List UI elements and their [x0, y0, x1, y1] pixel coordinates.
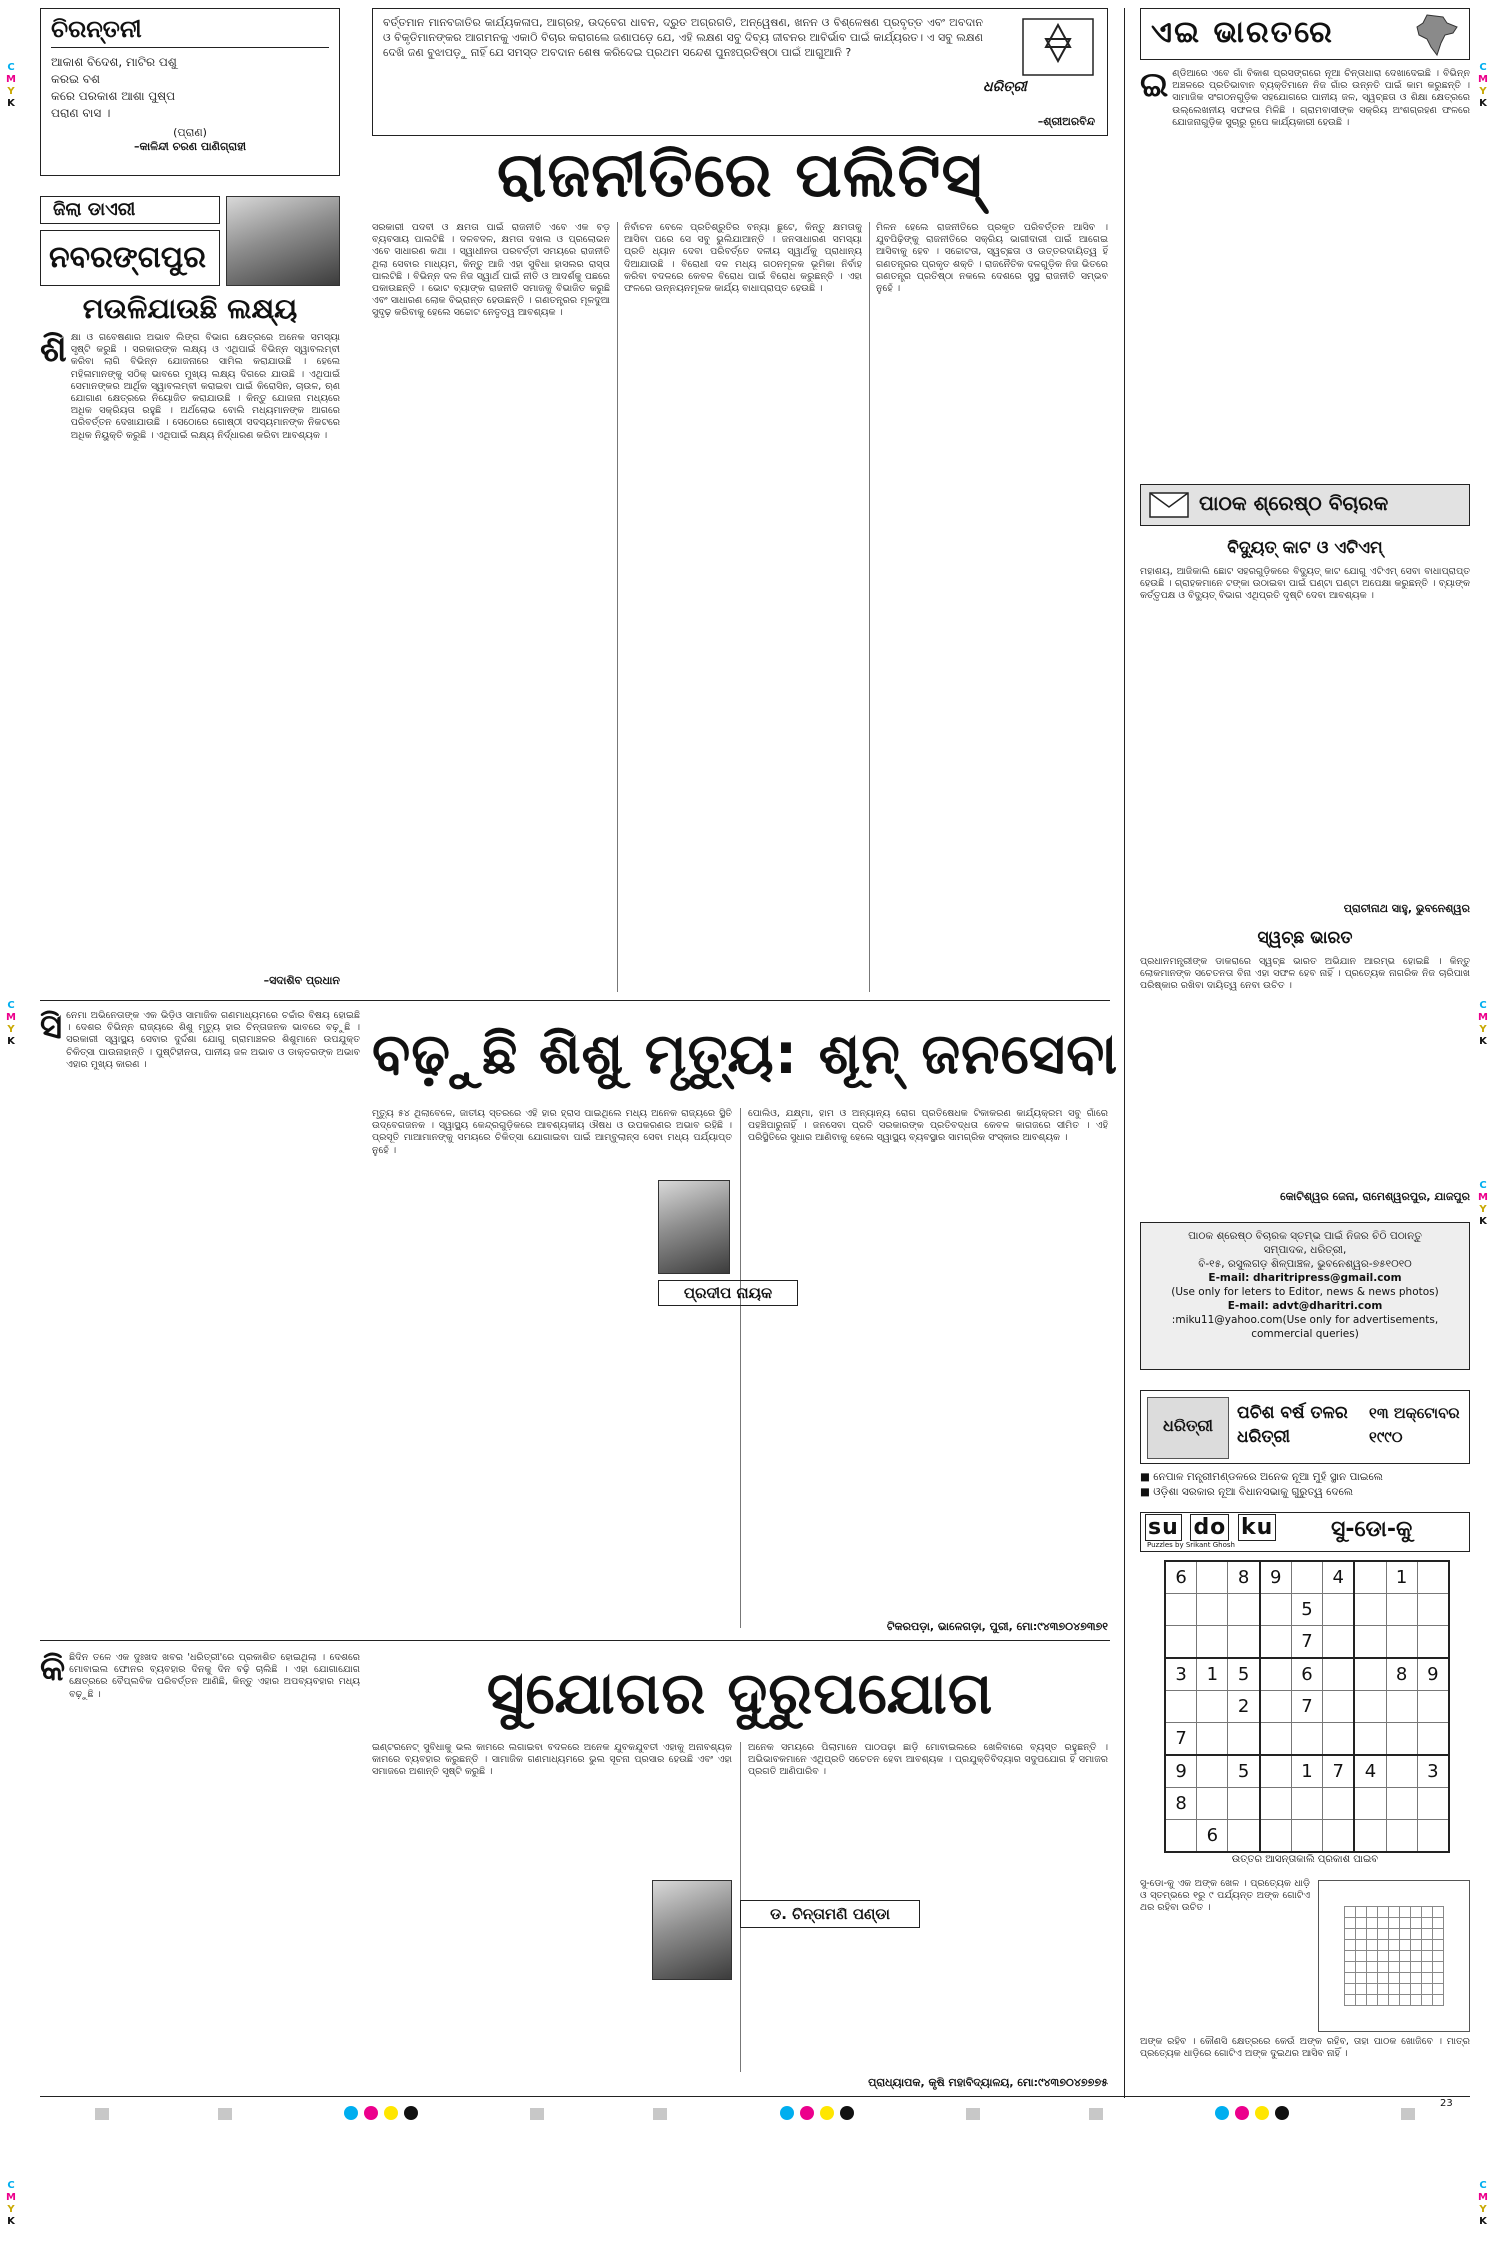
author-photo-pradeep [658, 1180, 730, 1274]
sudoku-cell[interactable] [1354, 1723, 1386, 1756]
mini-grid-cell [1400, 1918, 1411, 1929]
bharat-masthead [1140, 8, 1470, 60]
mini-grid-cell [1400, 1940, 1411, 1951]
gray-swatch [1089, 2108, 1103, 2120]
sudoku-cell[interactable]: 7 [1291, 1626, 1322, 1659]
sudoku-cell[interactable] [1386, 1788, 1417, 1820]
quote-logo: ଧରିତ୍ରୀ [983, 79, 1027, 95]
mini-grid-cell [1356, 1929, 1367, 1940]
sudoku-cell[interactable]: 2 [1228, 1691, 1260, 1723]
mini-grid-cell [1356, 1962, 1367, 1973]
registration-mark-right-top: C M Y K [1478, 62, 1488, 109]
sudoku-footer: ଅଙ୍କ ରହିବ । କୌଣସି କ୍ଷେତ୍ରରେ କେଉଁ ଅଙ୍କ ରହିବ, ତାହା ପାଠକ ଖୋଜିବେ । ମାତ୍ର ପ୍ରତ୍ୟେକ ଧାଡ଼ିରେ ଗୋଟିଏ ଅଙ୍କ ଦୁଇଥର ଆସିବ ନାହିଁ । [1140, 2036, 1470, 2060]
sudoku-cell[interactable]: 7 [1165, 1723, 1197, 1756]
sudoku-cell[interactable] [1165, 1626, 1197, 1659]
mini-grid-cell [1433, 1918, 1444, 1929]
sudoku-grid[interactable] [1164, 1560, 1450, 1846]
section-rule [40, 1000, 1110, 1001]
mini-grid-cell [1411, 1984, 1422, 1995]
sudoku-cell[interactable]: 7 [1323, 1755, 1355, 1788]
sudoku-cell[interactable] [1165, 1820, 1197, 1853]
bharat-body-text: ଣ୍ଡିଆରେ ଏବେ ଗାଁ ବିକାଶ ପ୍ରସଙ୍ଗରେ ନୂଆ ଚିନ୍ତାଧାରା ଦେଖାଦେଇଛି । ବିଭିନ୍ନ ଅଞ୍ଚଳରେ ପ୍ରତିଭାବାନ ବ୍ୟକ୍ତିମାନେ ନିଜ ଗାଁର ଉନ୍ନତି ପାଇଁ କାମ କରୁଛନ୍ତି । ସାମାଜିକ ସଂଗଠନଗୁଡ଼ିକ ସହଯୋଗରେ ପାନୀୟ ଜଳ, ସ୍ୱଚ୍ଛତା ଓ ଶିକ୍ଷା କ୍ଷେତ୍ରରେ ଉଲ୍ଲେଖନୀୟ ସଫଳତା ମିଳିଛି । ଗ୍ରାମବାସୀଙ୍କ ସକ୍ରିୟ ଅଂଶଗ୍ରହଣ ଫଳରେ ଯୋଜନାଗୁଡ଼ିକ ସୁଚାରୁ ରୂପେ କାର୍ଯ୍ୟକାରୀ ହେଉଛି । [1172, 68, 1470, 128]
mini-grid-cell [1400, 1907, 1411, 1918]
sudoku-cell[interactable] [1197, 1561, 1228, 1594]
child-death-col-1-wrap [40, 1010, 360, 1630]
letter2-body: ପ୍ରଧାନମନ୍ତ୍ରୀଙ୍କ ଡାକରାରେ ସ୍ୱଚ୍ଛ ଭାରତ ଅଭିଯାନ ଆରମ୍ଭ ହୋଇଛି । କିନ୍ତୁ ଲୋକମାନଙ୍କ ସଚେତନତା ବିନା ଏହା ସଫଳ ହେବ ନାହିଁ । ପ୍ରତ୍ୟେକ ନାଗରିକ ନିଜ ଚାରିପାଖ ପରିଷ୍କାର ରଖିବା ଦାୟିତ୍ୱ ନେବା ଉଚିତ । [1140, 956, 1470, 992]
sudoku-cell[interactable] [1354, 1820, 1386, 1853]
mini-grid-cell [1422, 1984, 1433, 1995]
contact-advt-email[interactable]: E-mail: advt@dharitri.com [1227, 1300, 1383, 1312]
district-name: ନବରଙ୍ଗପୁର [40, 230, 220, 286]
sudoku-cell[interactable]: 1 [1291, 1755, 1322, 1788]
sudoku-cell[interactable] [1260, 1820, 1292, 1853]
district-temple-photo [226, 196, 340, 286]
sudoku-cell[interactable] [1165, 1691, 1197, 1723]
throwback-item: ■ ଓଡ଼ିଶା ସରକାର ନୂଆ ବିଧାନସଭାକୁ ଗୁରୁତ୍ୱ ଦେଲେ [1140, 1486, 1353, 1498]
mini-grid-cell [1389, 1951, 1400, 1962]
poem-box [40, 8, 340, 176]
mini-grid-cell [1378, 1940, 1389, 1951]
mini-grid-cell [1345, 1929, 1356, 1940]
sudoku-cell[interactable] [1386, 1626, 1417, 1659]
mini-grid-cell [1356, 1951, 1367, 1962]
author-name-pradeep: ପ୍ରଦୀପ ନାୟକ [658, 1280, 798, 1306]
sudoku-cell[interactable] [1417, 1561, 1449, 1594]
sudoku-cell[interactable] [1260, 1755, 1292, 1788]
cmyk-dots [341, 2105, 421, 2124]
right-column-rule [1124, 8, 1125, 2098]
mini-grid-cell [1378, 1918, 1389, 1929]
district-story-body [40, 332, 340, 972]
sudoku-cell[interactable] [1291, 1723, 1322, 1756]
district-dropcap: ଶି [40, 332, 67, 370]
mini-grid-cell [1356, 1907, 1367, 1918]
mini-grid-cell [1400, 1962, 1411, 1973]
sudoku-cell[interactable]: 1 [1197, 1658, 1228, 1691]
mini-grid-cell [1400, 1951, 1411, 1962]
headline-misuse: ସୁଯୋଗର ଦୁରୁପଯୋଗ [486, 1659, 994, 1727]
sudoku-cell[interactable] [1260, 1594, 1292, 1626]
quote-box [372, 8, 1108, 136]
mini-grid-cell [1389, 1973, 1400, 1984]
author-name-chintamani: ଡ. ଚିନ୍ତାମଣି ପଣ୍ଡା [740, 1900, 920, 1928]
sudoku-cell[interactable]: 9 [1260, 1561, 1292, 1594]
column-divider [617, 222, 618, 992]
mini-grid-cell [1389, 1995, 1400, 2006]
poem-author: –କାଳିନ୍ଦୀ ଚରଣ ପାଣିଗ୍ରାହୀ [134, 140, 246, 153]
politics-col-3: ମିଳନ ହେଲେ ରାଜନୀତିରେ ପ୍ରକୃତ ପରିବର୍ତ୍ତନ ଆସିବ । ଯୁବପିଢ଼ିଙ୍କୁ ରାଜନୀତିରେ ସକ୍ରିୟ ଭାଗୀଦାରୀ ପାଇଁ ଆଗେଇ ଆସିବାକୁ ହେବ । ସଚ୍ଚୋଟତା, ସ୍ୱଚ୍ଛତା ଓ ଉତ୍ତରଦାୟିତ୍ୱ ହିଁ ଗଣତନ୍ତ୍ରର ପ୍ରକୃତ ଶକ୍ତି । ରାଜନୈତିକ ଦଳଗୁଡ଼ିକ ନିଜ ଭିତରେ ଗଣତନ୍ତ୍ର ପ୍ରତିଷ୍ଠା ନକଲେ ଦେଶରେ ସୁସ୍ଥ ରାଜନୀତି ସମ୍ଭବ ନୁହେଁ । [876, 222, 1108, 295]
sudoku-cell[interactable]: 1 [1386, 1561, 1417, 1594]
sudoku-cell[interactable] [1354, 1691, 1386, 1723]
sudoku-cell[interactable] [1323, 1594, 1355, 1626]
poem-note: (ପ୍ରାଣ) [173, 126, 207, 139]
sudoku-cell[interactable] [1417, 1691, 1449, 1723]
sudoku-cell[interactable]: 6 [1197, 1820, 1228, 1853]
mini-grid-cell [1411, 1907, 1422, 1918]
registration-mark-left-bottom: C M Y K [6, 2180, 16, 2227]
sudoku-header [1140, 1512, 1470, 1552]
poem-line: ପରାଣ ବାସ । [51, 106, 111, 120]
sudoku-cell[interactable] [1417, 1594, 1449, 1626]
sudoku-cell[interactable] [1386, 1691, 1417, 1723]
headline-politics: ରାଜନୀତିରେ ପଲିଟିସ୍ [497, 138, 983, 211]
mini-grid-cell [1433, 1995, 1444, 2006]
contact-email[interactable]: E-mail: dharitripress@gmail.com [1208, 1272, 1402, 1284]
sudoku-cell[interactable]: 9 [1417, 1658, 1449, 1691]
sudoku-cell[interactable] [1386, 1820, 1417, 1853]
sudoku-cell[interactable]: 6 [1291, 1658, 1322, 1691]
sudoku-cell[interactable]: 4 [1354, 1755, 1386, 1788]
contact-box [1140, 1222, 1470, 1370]
contact-email-note: (Use only for leters to Editor, news & news photos) [1171, 1286, 1439, 1298]
sudoku-cell[interactable] [1197, 1691, 1228, 1723]
poem-line: କରେ ପରକାଶ ଆଶା ପୁଷ୍ପ [51, 89, 176, 103]
mini-grid-cell [1422, 1951, 1433, 1962]
throwback-title: ପଚିଶ ବର୍ଷ ତଳର ଧରିତ୍ରୀ [1237, 1403, 1348, 1447]
mini-grid-cell [1356, 1940, 1367, 1951]
sudoku-cell[interactable] [1323, 1820, 1355, 1853]
contact-line: ପାଠକ ଶ୍ରେଷ୍ଠ ବିଚାରକ ସ୍ତମ୍ଭ ପାଇଁ ନିଜର ଚିଠି ପଠାନ୍ତୁ [1188, 1230, 1422, 1242]
headline-child-death: ବଢ଼ୁଛି ଶିଶୁ ମୃତ୍ୟୁ: ଶୂନ୍ ଜନସେବା [372, 1022, 1119, 1087]
mini-grid-cell [1345, 1918, 1356, 1929]
letter2-author: କୋଟିଶ୍ୱର ଜେନା, ରାମେଶ୍ୱରପୁର, ଯାଜପୁର [1280, 1190, 1470, 1203]
child-death-col-1: ନେମା ଅଭିନେତାଙ୍କ ଏକ ଭିଡ଼ିଓ ସାମାଜିକ ଗଣମାଧ୍ୟମରେ ଚର୍ଚ୍ଚାର ବିଷୟ ହୋଇଛି । ଦେଶର ବିଭିନ୍ନ ରାଜ୍ୟରେ ଶିଶୁ ମୃତ୍ୟୁ ହାର ଚିନ୍ତାଜନକ ଭାବରେ ବଢ଼ୁଛି । ସରକାରୀ ସ୍ୱାସ୍ଥ୍ୟ ସେବାର ଦୁର୍ଦ୍ଦଶା ଯୋଗୁ ଗ୍ରାମାଞ୍ଚଳର ଶିଶୁମାନେ ଉପଯୁକ୍ତ ଚିକିତ୍ସା ପାଉନାହାନ୍ତି । ପୁଷ୍ଟିହୀନତା, ପାନୀୟ ଜଳ ଅଭାବ ଓ ଡାକ୍ତରଙ୍କ ଅଭାବ ଏହାର ମୁଖ୍ୟ କାରଣ । [66, 1010, 360, 1070]
mini-grid-cell [1422, 1995, 1433, 2006]
mini-grid-cell [1411, 1929, 1422, 1940]
sudoku-cell[interactable]: 6 [1165, 1561, 1197, 1594]
mini-grid-cell [1367, 1929, 1378, 1940]
mini-grid-cell [1433, 1984, 1444, 1995]
mini-grid-cell [1367, 1940, 1378, 1951]
gray-swatch [218, 2108, 232, 2120]
letter1-title: ବିଦ୍ୟୁତ୍ କାଟ ଓ ଏଟିଏମ୍ [1227, 538, 1383, 558]
mini-grid-cell [1433, 1962, 1444, 1973]
author-photo-chintamani [652, 1880, 732, 1980]
throwback-item: ■ ନେପାଳ ମନ୍ତ୍ରୀମଣ୍ଡଳରେ ଅନେକ ନୂଆ ମୁହଁ ସ୍ଥାନ ପାଇଲେ [1140, 1471, 1383, 1483]
mini-grid-cell [1422, 1907, 1433, 1918]
sudoku-cell[interactable] [1386, 1755, 1417, 1788]
cmyk-dots [1212, 2105, 1292, 2124]
mini-grid-cell [1400, 1984, 1411, 1995]
color-bar [40, 2104, 1470, 2124]
sudoku-subtitle: Puzzles by Srikant Ghosh [1147, 1541, 1235, 1549]
mini-grid-cell [1345, 1995, 1356, 2006]
misuse-col-3: ଅନେକ ସମୟରେ ପିଲାମାନେ ପାଠପଢ଼ା ଛାଡ଼ି ମୋବାଇଲରେ ଖେଳିବାରେ ବ୍ୟସ୍ତ ରହୁଛନ୍ତି । ଅଭିଭାବକମାନେ ଏଥିପ୍ରତି ସଚେତନ ହେବା ଆବଶ୍ୟକ । ପ୍ରଯୁକ୍ତିବିଦ୍ୟାର ସଦୁପଯୋଗ ହିଁ ସମାଜର ପ୍ରଗତି ଆଣିପାରିବ । [748, 1742, 1108, 1778]
sudoku-cell[interactable] [1386, 1723, 1417, 1756]
sudoku-cell[interactable] [1291, 1788, 1322, 1820]
letters-header-title: ପାଠକ ଶ୍ରେଷ୍ଠ ବିଚାରକ [1199, 491, 1389, 515]
mini-grid-cell [1411, 1940, 1422, 1951]
district-story-title: ମଉଳିଯାଉଛି ଲକ୍ଷ୍ୟ [82, 292, 298, 325]
poem-title: ଚିରନ୍ତନୀ [51, 15, 329, 48]
registration-mark-left-top: C M Y K [6, 62, 16, 109]
envelope-icon [1149, 492, 1189, 518]
contact-line: ବି-୧୫, ରସୁଲଗଡ଼ ଶିଳ୍ପାଞ୍ଚଳ, ଭୁବନେଶ୍ୱର-୭୫୧୦୧୦ [1198, 1258, 1412, 1270]
sudoku-cell[interactable] [1323, 1626, 1355, 1659]
mini-grid-cell [1400, 1995, 1411, 2006]
mini-grid-cell [1367, 1962, 1378, 1973]
mini-grid-cell [1422, 1918, 1433, 1929]
throwback-items [1140, 1470, 1470, 1500]
child-death-col-3: ପୋଲିଓ, ଯକ୍ଷ୍ମା, ହାମ ଓ ଅନ୍ୟାନ୍ୟ ରୋଗ ପ୍ରତିଷେଧକ ଟିକାକରଣ କାର୍ଯ୍ୟକ୍ରମ ସବୁ ଗାଁରେ ପହଞ୍ଚିପାରୁନାହିଁ । ଜନସେବା ପ୍ରତି ସରକାରଙ୍କ ପ୍ରତିବଦ୍ଧତା କେବଳ କାଗଜରେ ସୀମିତ । ଏହି ପରିସ୍ଥିତିରେ ସୁଧାର ଆଣିବାକୁ ହେଲେ ସ୍ୱାସ୍ଥ୍ୟ ବ୍ୟବସ୍ଥାର ସାମଗ୍ରିକ ସଂସ୍କାର ଆବଶ୍ୟକ । [748, 1108, 1108, 1144]
sudoku-cell[interactable] [1323, 1723, 1355, 1756]
sudoku-cell[interactable] [1197, 1755, 1228, 1788]
mini-grid-cell [1378, 1929, 1389, 1940]
mini-grid-cell [1345, 1984, 1356, 1995]
mini-grid-cell [1367, 1973, 1378, 1984]
mini-grid-cell [1433, 1951, 1444, 1962]
sudoku-cell[interactable] [1354, 1594, 1386, 1626]
bharat-story [1140, 68, 1470, 458]
child-death-dropcap: ସି [40, 1010, 63, 1047]
registration-mark-right-lower: C M Y K [1478, 1180, 1488, 1227]
mini-grid-cell [1422, 1973, 1433, 1984]
mini-grid-cell [1378, 1962, 1389, 1973]
sudoku-cell[interactable] [1323, 1788, 1355, 1820]
sudoku-cell[interactable] [1260, 1788, 1292, 1820]
bharat-title: ଏଇ ଭାରତରେ [1151, 15, 1334, 50]
sudoku-cell[interactable]: 5 [1228, 1755, 1260, 1788]
sudoku-cell[interactable] [1354, 1561, 1386, 1594]
mini-grid-cell [1356, 1984, 1367, 1995]
mini-grid-cell [1378, 1973, 1389, 1984]
mini-grid-cell [1345, 1940, 1356, 1951]
gray-swatch [95, 2108, 109, 2120]
mini-grid-cell [1422, 1929, 1433, 1940]
sudoku-cell[interactable] [1260, 1723, 1292, 1756]
mini-grid-cell [1389, 1929, 1400, 1940]
sudoku-example-grid [1318, 1880, 1470, 2032]
sudoku-cell[interactable] [1323, 1691, 1355, 1723]
mini-grid-cell [1378, 1995, 1389, 2006]
mini-grid-cell [1356, 1973, 1367, 1984]
sudoku-cell[interactable]: 3 [1417, 1755, 1449, 1788]
registration-mark-right-mid: C M Y K [1478, 1000, 1488, 1047]
mini-grid-cell [1433, 1973, 1444, 1984]
gray-swatch [530, 2108, 544, 2120]
sudoku-cell[interactable] [1165, 1594, 1197, 1626]
misuse-dropcap: କି [40, 1652, 66, 1689]
sudoku-title-or: ସୁ-ଡୋ-କୁ [1331, 1517, 1413, 1542]
mini-grid-cell [1389, 1918, 1400, 1929]
sudoku-cell[interactable] [1197, 1594, 1228, 1626]
mini-grid-cell [1411, 1951, 1422, 1962]
politics-col-1: ସରକାରୀ ପଦବୀ ଓ କ୍ଷମତା ପାଇଁ ରାଜନୀତି ଏବେ ଏକ ବଡ଼ ବ୍ୟବସାୟ ପାଲଟିଛି । ଦଳବଦଳ, କ୍ଷମତା ଦଖଲ ଓ ପ୍ରଲୋଭନ ଏବେ ସାଧାରଣ କଥା । ସ୍ୱାଧୀନତା ପରବର୍ତ୍ତୀ ସମୟରେ ରାଜନୀତି ଥିଲା ସେବାର ମାଧ୍ୟମ, କିନ୍ତୁ ଆଜି ଏହା ସୁବିଧା ହାସଲର ରାସ୍ତା ପାଲଟିଛି । ବିଭିନ୍ନ ଦଳ ନିଜ ସ୍ୱାର୍ଥ ପାଇଁ ନୀତି ଓ ଆଦର୍ଶକୁ ପଛରେ ପକାଉଛନ୍ତି । ଭୋଟ ବ୍ୟାଙ୍କ ରାଜନୀତି ସମାଜକୁ ବିଭାଜିତ କରୁଛି ଏବଂ ସାଧାରଣ ଲୋକ ବିଭ୍ରାନ୍ତ ହେଉଛନ୍ତି । ଗଣତନ୍ତ୍ରର ମୂଳଦୁଆ ସୁଦୃଢ଼ କରିବାକୁ ହେଲେ ସଚ୍ଚୋଟ ନେତୃତ୍ୱ ଆବଶ୍ୟକ । [372, 222, 610, 319]
sudoku-note: ଉତ୍ତର ଆସନ୍ତାକାଲି ପ୍ରକାଶ ପାଇବ [1231, 1854, 1379, 1865]
registration-mark-left-mid: C M Y K [6, 1000, 16, 1047]
quote-author: –ଶ୍ରୀଅରବିନ୍ଦ [1037, 115, 1095, 128]
footer-rule [40, 2096, 1470, 2097]
sudoku-cell[interactable] [1291, 1561, 1322, 1594]
misuse-col-2: ଇଣ୍ଟରନେଟ୍ ସୁବିଧାକୁ ଭଲ କାମରେ ଲଗାଇବା ବଦଳରେ ଅନେକ ଯୁବକଯୁବତୀ ଏହାକୁ ଅନାବଶ୍ୟକ କାମରେ ବ୍ୟବହାର କରୁଛନ୍ତି । ସାମାଜିକ ଗଣମାଧ୍ୟମରେ ଭୁଲ ସୂଚନା ପ୍ରସାର ହେଉଛି ଏବଂ ଏହା ସମାଜରେ ଅଶାନ୍ତି ସୃଷ୍ଟି କରୁଛି । [372, 1742, 732, 1778]
mini-grid-cell [1422, 1940, 1433, 1951]
sudoku-cell[interactable] [1260, 1626, 1292, 1659]
gray-swatch [966, 2108, 980, 2120]
contact-advt-note[interactable]: :miku11@yahoo.com(Use only for advertisements, commercial queries) [1171, 1314, 1439, 1340]
bharat-dropcap: ଇ [1140, 68, 1169, 105]
mini-grid-cell [1367, 1918, 1378, 1929]
sudoku-cell[interactable] [1228, 1626, 1260, 1659]
mini-grid-cell [1433, 1929, 1444, 1940]
mini-grid-cell [1356, 1995, 1367, 2006]
section-rule [40, 1640, 1110, 1641]
sudoku-cell[interactable] [1228, 1723, 1260, 1756]
mini-grid-cell [1400, 1973, 1411, 1984]
sudoku-cell[interactable]: 8 [1386, 1658, 1417, 1691]
sudoku-cell[interactable] [1386, 1594, 1417, 1626]
district-author: –ସଦାଶିବ ପ୍ରଧାନ [263, 974, 340, 987]
district-body-text: କ୍ଷା ଓ ଗବେଷଣାର ଅଭାବ ଲିଙ୍ଗ ବିଭାଗ କ୍ଷେତ୍ରରେ ଅନେକ ସମସ୍ୟା ସୃଷ୍ଟି କରୁଛି । ସରକାରଙ୍କ ଲକ୍ଷ୍ୟ ଓ ଏଥିପାଇଁ ବିଭିନ୍ନ ସ୍ୱାବଲମ୍ବୀ କରିବା ଲାଗି ବିଭିନ୍ନ ଯୋଜନାରେ ସାମିଲ କରାଯାଉଛି । ହେଲେ ମହିଳାମାନଙ୍କୁ ସଠିକ୍ ଭାବରେ ମୁଖ୍ୟ ଲକ୍ଷ୍ୟ ଦିଗରେ ଯାଉଛି । ଏଥିପାଇଁ ସେମାନଙ୍କର ଆର୍ଥିକ ସ୍ୱାବଲମ୍ବୀ କରାଇବା ପାଇଁ କିରୋସିନ, ଚାଉଳ, ଋଣ ଯୋଗାଣ କ୍ଷେତ୍ରରେ ନିୟୋଜିତ କରାଯାଉଛି । କିନ୍ତୁ ଯୋଜନା ମଧ୍ୟରେ ଅଧିକ ସକ୍ରିୟତା ରହୁଛି । ଅର୍ଥଲୋଭ ବୋଲି ମଧ୍ୟମାନଙ୍କ ଆଗରେ ପରିବର୍ତ୍ତନ ଦେଖାଯାଉଛି । ସେଠୋରେ ଗୋଷ୍ଠୀ ସଦସ୍ୟମାନଙ୍କ ନିକଟରେ ଅଧିକ ନିୟୁକ୍ତି କରୁଛି । ଏଥିପାଇଁ ଲକ୍ଷ୍ୟ ନିର୍ଦ୍ଧାରଣ କରିବା ଆବଶ୍ୟକ । [70, 332, 340, 441]
mini-grid-cell [1389, 1940, 1400, 1951]
column-divider [740, 1108, 741, 1628]
mini-grid-cell [1367, 1907, 1378, 1918]
registration-mark-right-bottom: C M Y K [1478, 2180, 1488, 2227]
sudoku-cell[interactable] [1291, 1820, 1322, 1853]
child-death-col-2: ମୃତ୍ୟୁ ୫୪ ଥିଲାବେଳେ, ଜାତୀୟ ସ୍ତରରେ ଏହି ହାର ହ୍ରାସ ପାଇଥିଲେ ମଧ୍ୟ ଅନେକ ରାଜ୍ୟରେ ସ୍ଥିତି ଉଦ୍ବେଗଜନକ । ସ୍ୱାସ୍ଥ୍ୟ କେନ୍ଦ୍ରଗୁଡ଼ିକରେ ଆବଶ୍ୟକୀୟ ଔଷଧ ଓ ଉପକରଣର ଅଭାବ ରହିଛି । ପ୍ରସୂତି ମାଆମାନଙ୍କୁ ସମୟରେ ଚିକିତ୍ସା ଯୋଗାଇବା ପାଇଁ ଆମ୍ବୁଲାନ୍ସ ସେବା ମଧ୍ୟ ପର୍ଯ୍ୟାପ୍ତ ନୁହେଁ । [372, 1108, 732, 1156]
column-divider [869, 222, 870, 992]
page-number: 23 [1440, 2098, 1453, 2109]
mini-grid-cell [1422, 1962, 1433, 1973]
sudoku-cell[interactable] [1197, 1723, 1228, 1756]
letter1-body: ମହାଶୟ, ଆଜିକାଲି ଛୋଟ ସହରଗୁଡ଼ିକରେ ବିଦ୍ୟୁତ୍ କାଟ ଯୋଗୁ ଏଟିଏମ୍ ସେବା ବାଧାପ୍ରାପ୍ତ ହେଉଛି । ଗ୍ରାହକମାନେ ଟଙ୍କା ଉଠାଇବା ପାଇଁ ଘଣ୍ଟା ଘଣ୍ଟା ଅପେକ୍ଷା କରୁଛନ୍ତି । ବ୍ୟାଙ୍କ କର୍ତ୍ତୃପକ୍ଷ ଓ ବିଦ୍ୟୁତ୍ ବିଭାଗ ଏଥିପ୍ରତି ଦୃଷ୍ଟି ଦେବା ଆବଶ୍ୟକ । [1140, 566, 1470, 602]
politics-col-2: ନିର୍ବାଚନ ବେଳେ ପ୍ରତିଶ୍ରୁତିର ବନ୍ୟା ଛୁଟେ, କିନ୍ତୁ କ୍ଷମତାକୁ ଆସିବା ପରେ ସେ ସବୁ ଭୁଲିଯାଆନ୍ତି । ଜନସାଧାରଣ ସମସ୍ୟା ପ୍ରତି ଧ୍ୟାନ ଦେବା ପରିବର୍ତ୍ତେ ଦଳୀୟ ସ୍ୱାର୍ଥକୁ ପ୍ରାଧାନ୍ୟ ଦିଆଯାଉଛି । ବିରୋଧୀ ଦଳ ମଧ୍ୟ ଗଠନମୂଳକ ଭୂମିକା ନିର୍ବାହ କରିବା ବଦଳରେ କେବଳ ବିରୋଧ ପାଇଁ ବିରୋଧ କରୁଛନ୍ତି । ଏହା ଫଳରେ ଉନ୍ନୟନମୂଳକ କାର୍ଯ୍ୟ ବାଧାପ୍ରାପ୍ତ ହେଉଛି । [624, 222, 862, 295]
mini-grid-cell [1389, 1962, 1400, 1973]
sudoku-cell[interactable] [1417, 1723, 1449, 1756]
mini-grid-cell [1400, 1929, 1411, 1940]
sudoku-cell[interactable] [1354, 1658, 1386, 1691]
mini-grid-cell [1411, 1962, 1422, 1973]
misuse-author-address: ପ୍ରାଧ୍ୟାପକ, କୃଷି ମହାବିଦ୍ୟାଳୟ, ମୋ:୯୪୩୭୦୪୭୭୭୫ [868, 2076, 1108, 2089]
mini-grid-cell [1378, 1951, 1389, 1962]
sudoku-cell[interactable] [1354, 1626, 1386, 1659]
star-emblem-icon [1021, 17, 1095, 77]
mini-grid-cell [1356, 1918, 1367, 1929]
sudoku-cell[interactable] [1228, 1788, 1260, 1820]
letter2-title: ସ୍ୱଚ୍ଛ ଭାରତ [1257, 928, 1353, 948]
sudoku-cell[interactable] [1197, 1626, 1228, 1659]
sudoku-cell[interactable] [1417, 1626, 1449, 1659]
mini-grid-cell [1378, 1907, 1389, 1918]
mini-grid-cell [1345, 1962, 1356, 1973]
mini-grid-cell [1367, 1984, 1378, 1995]
mini-grid-cell [1433, 1940, 1444, 1951]
mini-grid-cell [1378, 1984, 1389, 1995]
sudoku-cell[interactable]: 5 [1291, 1594, 1322, 1626]
sudoku-rules: ସୁ-ଡୋ-କୁ ଏକ ଅଙ୍କ ଖେଳ । ପ୍ରତ୍ୟେକ ଧାଡ଼ି ଓ ସ୍ତମ୍ଭରେ ୧ରୁ ୯ ପର୍ଯ୍ୟନ୍ତ ଅଙ୍କ ଗୋଟିଏ ଥର ରହିବା ଉଚିତ । [1140, 1878, 1310, 1914]
sudoku-cell[interactable] [1260, 1658, 1292, 1691]
sudoku-cell[interactable]: 5 [1228, 1658, 1260, 1691]
throwback-box [1140, 1390, 1470, 1464]
gray-swatch [1401, 2108, 1415, 2120]
sudoku-cell[interactable] [1417, 1788, 1449, 1820]
sudoku-title-en: su do ku [1145, 1515, 1276, 1540]
sudoku-cell[interactable] [1228, 1820, 1260, 1853]
mini-grid-cell [1389, 1907, 1400, 1918]
mini-grid-cell [1345, 1951, 1356, 1962]
sudoku-cell[interactable] [1417, 1820, 1449, 1853]
sudoku-cell[interactable]: 4 [1323, 1561, 1355, 1594]
letter1-author: ପ୍ରାଚୀନାଥ ସାହୁ, ଭୁବନେଶ୍ୱର [1343, 902, 1470, 915]
district-diary-label: ଜିଲା ଡାଏରୀ [40, 196, 220, 224]
mini-grid-cell [1345, 1907, 1356, 1918]
mini-grid-cell [1367, 1951, 1378, 1962]
throwback-date: ୧୩ ଅକ୍ଟୋବର ୧୯୯୦ [1369, 1404, 1460, 1446]
mini-grid-cell [1433, 1907, 1444, 1918]
mini-grid-cell [1389, 1984, 1400, 1995]
sudoku-cell[interactable]: 8 [1165, 1788, 1197, 1820]
mini-grid-cell [1345, 1973, 1356, 1984]
mini-grid-cell [1411, 1973, 1422, 1984]
contact-line: ସମ୍ପାଦକ, ଧରିତ୍ରୀ, [1263, 1244, 1347, 1256]
child-death-author-address: ଟିକରପଡ଼ା, ଭାଳେଗଡ଼ା, ପୁରୀ, ମୋ:୯୪୩୭୦୪୭୩୭୧ [886, 1620, 1108, 1633]
misuse-col-1-wrap [40, 1652, 360, 2082]
misuse-col-1: ଛିଦିନ ତଳେ ଏକ ଦୁଃଖଦ ଖବର 'ଧରିତ୍ରୀ'ରେ ପ୍ରକାଶିତ ହୋଇଥିଲା । ଦେଶରେ ମୋବାଇଲ ଫୋନର ବ୍ୟବହାର ଦିନକୁ ଦିନ ବଢ଼ି ଚାଲିଛି । ଏହା ଯୋଗାଯୋଗ କ୍ଷେତ୍ରରେ ବୈପ୍ଲବିକ ପରିବର୍ତ୍ତନ ଆଣିଛି, କିନ୍ତୁ ଏହାର ଅପବ୍ୟବହାର ମଧ୍ୟ ବଢ଼ୁଛି । [69, 1652, 360, 1700]
sudoku-cell[interactable]: 9 [1165, 1755, 1197, 1788]
poem-line: ଆକାଶ ବିଦେଶ, ମାଟିର ପଶୁ [51, 55, 177, 69]
sudoku-cell[interactable]: 3 [1165, 1658, 1197, 1691]
mini-grid-cell [1411, 1918, 1422, 1929]
poem-line: କରଇ ବଶ [51, 72, 100, 86]
cmyk-dots [777, 2105, 857, 2124]
sudoku-cell[interactable] [1197, 1788, 1228, 1820]
letters-header [1140, 484, 1470, 526]
sudoku-cell[interactable] [1323, 1658, 1355, 1691]
sudoku-cell[interactable] [1228, 1594, 1260, 1626]
sudoku-cell[interactable] [1354, 1788, 1386, 1820]
sudoku-cell[interactable]: 8 [1228, 1561, 1260, 1594]
sudoku-cell[interactable] [1260, 1691, 1292, 1723]
gray-swatch [653, 2108, 667, 2120]
mini-grid-cell [1411, 1995, 1422, 2006]
india-map-icon [1413, 13, 1461, 57]
sudoku-cell[interactable]: 7 [1291, 1691, 1322, 1723]
throwback-logo: ଧରିତ୍ରୀ [1147, 1397, 1229, 1459]
mini-grid-cell [1367, 1995, 1378, 2006]
quote-text: ବର୍ତ୍ତମାନ ମାନବଜାତିର କାର୍ଯ୍ୟକଳାପ, ଆଗ୍ରହ, ଉଦ୍ବେଗ ଧାବନ, ଦ୍ରୁତ ଅଗ୍ରଗତି, ଅନ୍ୱେଷଣ, ଖନନ ଓ ବିଶ୍ଳେଷଣ ପ୍ରବୃତ୍ତ ଏବଂ ଅବଦାନ ଓ ବିକୃତିମାନଙ୍କର ଆଗମନକୁ ଏକାଠି ବିଚାର କରାଗଲେ ଜଣାପଡ଼େ ଯେ, ଏହି ଲକ୍ଷଣ ସବୁ ଦିବ୍ୟ ଜୀବନର ଆବିର୍ଭାବ ପାଇଁ କାର୍ଯ୍ୟରତ। ଏ ସବୁ ଲକ୍ଷଣ ଦେଖି ଜଣ ବୁଝାପଡ଼ୁ ନାହିଁ ଯେ ସମସ୍ତ ଅବଦାନ ଶେଷ କରିଦେଇ ପ୍ରଥମ ସନ୍ଦେଶ ପୁନଃପ୍ରତିଷ୍ଠା ପାଇଁ ଆଗୁଆନି ? [383, 16, 983, 59]
